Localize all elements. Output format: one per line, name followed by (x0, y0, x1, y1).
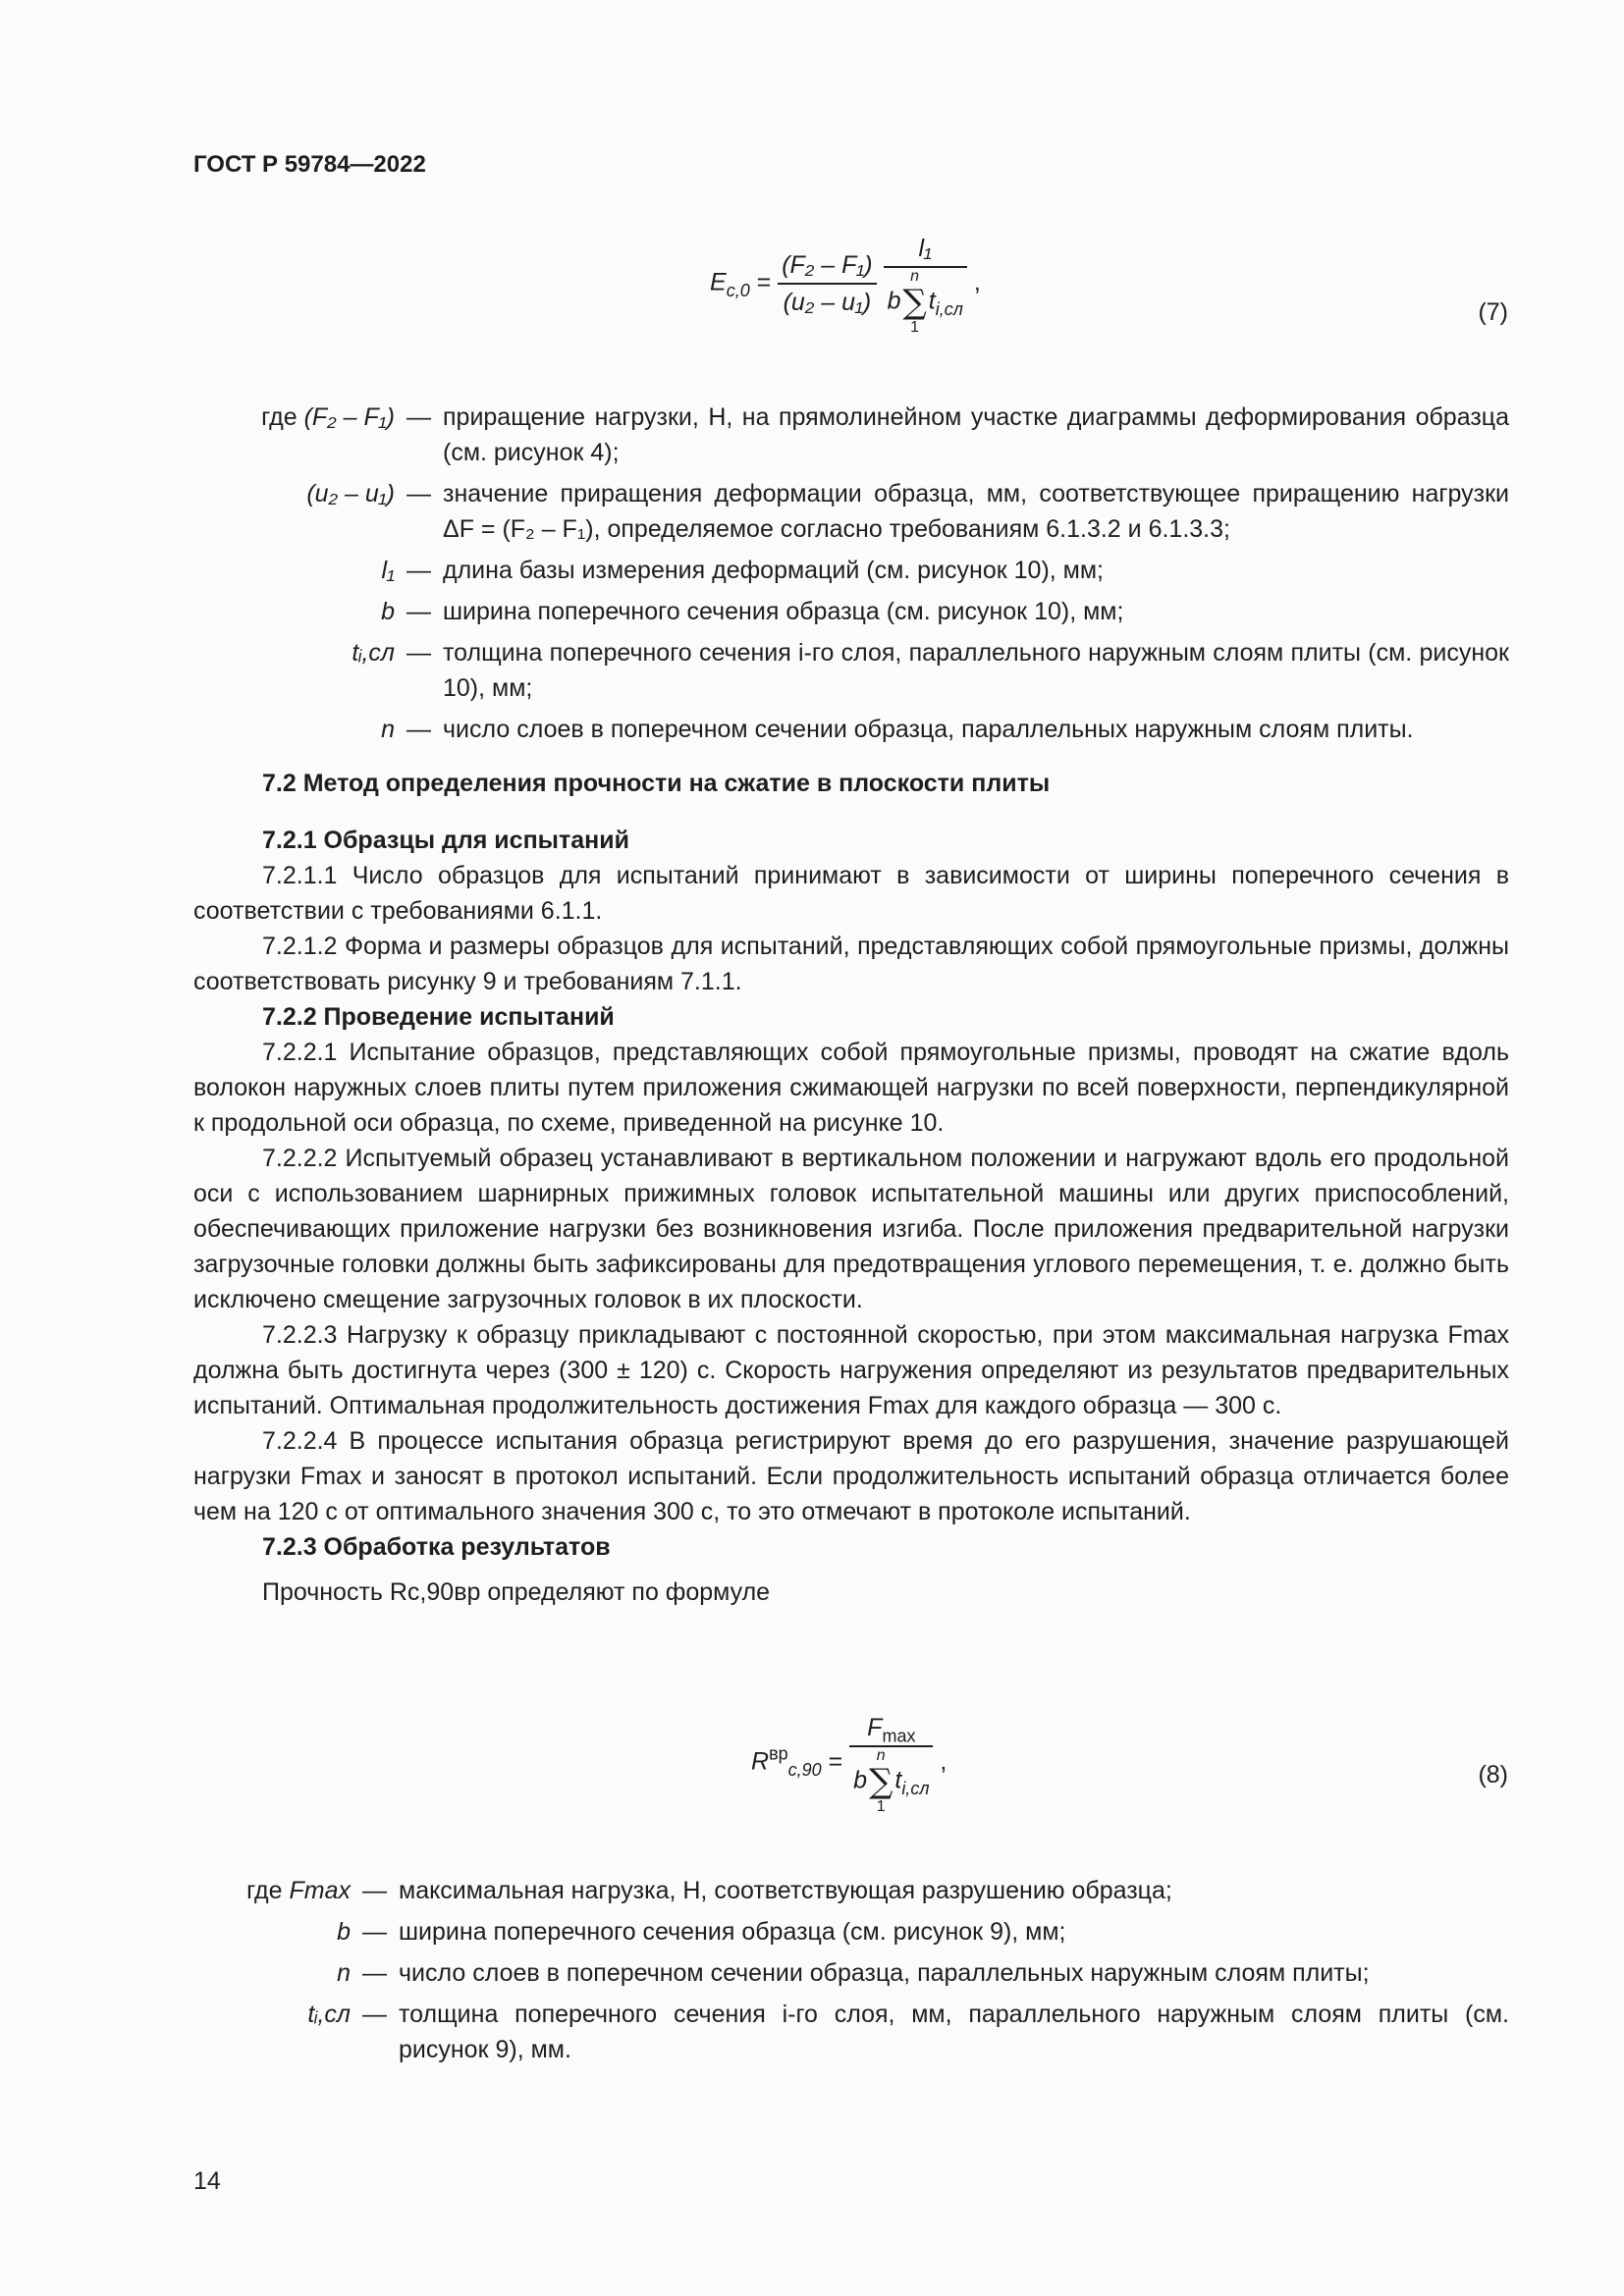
equation-number-7: (7) (1478, 298, 1508, 326)
definition-item: tᵢ,сл — толщина поперечного сечения i-го слоя, мм, параллельного наружным слоям плиты (см. рисунок 9), мм. (193, 1997, 1509, 2067)
strength-intro: Прочность Rc,90вр определяют по формуле (262, 1578, 771, 1606)
definition-item: где (F₂ – F₁) — приращение нагрузки, Н, на прямолинейном участке диаграммы деформирования образца (см. рисунок 4); (193, 400, 1509, 470)
paragraph-7-2-2-1: 7.2.2.1 Испытание образцов, представляющих собой прямоугольные призмы, проводят на сжатие вдоль волокон наружных слоев плиты путем приложения сжимающей нагрузки по всей поверхности, перпендикулярной к продольной оси образца, по схеме, приведенной на рисунке 10. (193, 1039, 1509, 1137)
formula-7-den-1: (u₂ – u₁) (778, 283, 876, 320)
definition-text: максимальная нагрузка, Н, соответствующая разрушению образца; (399, 1877, 1172, 1904)
definition-item: (u₂ – u₁) — значение приращения деформации образца, мм, соответствующее приращению нагрузки ΔF = (F₂ – F₁), определяемое согласно требованиям 6.1.3.2 и 6.1.3.3; (193, 476, 1509, 547)
definitions-list-1 (193, 400, 1509, 753)
equation-number-8: (8) (1478, 1761, 1508, 1789)
formula-7-lhs-sub: c,0 (726, 280, 750, 300)
formula-7-num-1: (F₂ – F₁) (782, 251, 873, 279)
document-header: ГОСТ Р 59784—2022 (193, 151, 426, 178)
formula-8: $R^{вр}_{c,90}$ = $F_{max}$ b n ∑ 1 $t_{i,сл}$ , (751, 1710, 947, 1816)
definition-text: ширина поперечного сечения образца (см. рисунок 9), мм; (399, 1918, 1066, 1946)
definition-symbol: (u₂ – u₁) (306, 480, 395, 507)
formula-7-den-b: b (887, 287, 901, 315)
paragraph-7-2-2-2: 7.2.2.2 Испытуемый образец устанавливают в вертикальном положении и нагружают вдоль его продольной оси с использованием шарнирных прижимных головок испытательной машины или других приспособлений, обеспечивающих приложение нагрузки без возникновения изгиба. После приложения предварительной нагрузки загрузочные головки должны быть зафиксированы для предотвращения углового перемещения, т. е. должно быть исключено смещение загрузочных головок в их плоскости. (193, 1145, 1509, 1313)
definition-symbol: b (337, 1918, 351, 1946)
definition-text: толщина поперечного сечения i-го слоя, мм, параллельного наружным слоям плиты (см. рисунок 9), мм. (399, 2001, 1509, 2063)
formula-8-lhs: R (751, 1747, 770, 1776)
paragraph-7-2-1-1: 7.2.1.1 Число образцов для испытаний принимают в зависимости от ширины поперечного сечения в соответствии с требованиями 6.1.1. (193, 862, 1509, 925)
sum-symbol: n ∑ 1 (902, 268, 927, 336)
definitions-list-2 (193, 1873, 1509, 2073)
page-number: 14 (193, 2167, 221, 2195)
sum-symbol: n ∑ 1 (869, 1747, 893, 1815)
definition-item: где Fmax — максимальная нагрузка, Н, соответствующая разрушению образца; (193, 1873, 1509, 1908)
definition-symbol: b (381, 598, 395, 625)
definition-item: n — число слоев в поперечном сечении образца, параллельных наружным слоям плиты; (193, 1955, 1509, 1991)
definition-symbol: n (337, 1959, 351, 1987)
formula-7: $E_{c,0}$ = $\frac{\text{(F₂ – F₁)}}{\text{(u₂ – u₁)}}$ l₁ b n ∑ 1 $t_{i,сл}$ , (710, 231, 981, 337)
definition-item: b — ширина поперечного сечения образца (см. рисунок 10), мм; (193, 594, 1509, 629)
section-heading-7-2-2: 7.2.2 Проведение испытаний (262, 1003, 615, 1031)
definition-item: n — число слоев в поперечном сечении образца, параллельных наружным слоям плиты. (193, 712, 1509, 747)
definition-item: tᵢ,сл — толщина поперечного сечения i-го слоя, параллельного наружным слоям плиты (см. рисунок 10), мм; (193, 635, 1509, 706)
definition-symbol: l₁ (381, 557, 395, 584)
formula-8-fraction: $F_{max}$ b n ∑ 1 $t_{i,сл}$ (849, 1710, 933, 1816)
definition-symbol: tᵢ,сл (352, 639, 395, 667)
definition-item: b — ширина поперечного сечения образца (см. рисунок 9), мм; (193, 1914, 1509, 1949)
definition-text: ширина поперечного сечения образца (см. рисунок 10), мм; (443, 598, 1124, 625)
definition-text: приращение нагрузки, Н, на прямолинейном участке диаграммы деформирования образца (см. рисунок 4); (443, 403, 1509, 466)
formula-7-fraction-1 (778, 247, 876, 320)
definition-text: длина базы измерения деформаций (см. рисунок 10), мм; (443, 557, 1104, 584)
definition-text: число слоев в поперечном сечении образца, параллельных наружным слоям плиты; (399, 1959, 1370, 1987)
formula-7-fraction-2: l₁ b n ∑ 1 $t_{i,сл}$ (884, 231, 967, 337)
formula-7-lhs: E (710, 268, 727, 296)
definition-symbol: (F₂ – F₁) (303, 403, 395, 431)
section-heading-7-2: 7.2 Метод определения прочности на сжатие в плоскости плиты (262, 770, 1051, 797)
definition-symbol: tᵢ,сл (307, 2001, 351, 2028)
section-heading-7-2-3: 7.2.3 Обработка результатов (262, 1533, 611, 1561)
definition-symbol: n (381, 716, 395, 743)
definition-symbol: Fmax (289, 1877, 351, 1904)
definition-item: l₁ — длина базы измерения деформаций (см. рисунок 10), мм; (193, 553, 1509, 588)
formula-7-num-2: l₁ (918, 235, 932, 262)
section-heading-7-2-1: 7.2.1 Образцы для испытаний (262, 827, 629, 854)
definition-text: толщина поперечного сечения i-го слоя, параллельного наружным слоям плиты (см. рисунок 10), мм; (443, 639, 1509, 702)
definition-text: число слоев в поперечном сечении образца, параллельных наружным слоям плиты. (443, 716, 1414, 743)
paragraph-7-2-1-2: 7.2.1.2 Форма и размеры образцов для испытаний, представляющих собой прямоугольные призмы, должны соответствовать рисунку 9 и требованиям 7.1.1. (193, 933, 1509, 995)
paragraph-7-2-2-4: 7.2.2.4 В процессе испытания образца регистрируют время до его разрушения, значение разрушающей нагрузки Fmax и заносят в протокол испытаний. Если продолжительность испытаний образца отличается более чем на 120 с от оптимального значения 300 с, то это отмечают в протоколе испытаний. (193, 1427, 1509, 1525)
section-7-2-body (193, 766, 1509, 1610)
formula-7-den-t: t (928, 287, 936, 315)
paragraph-7-2-2-3: 7.2.2.3 Нагрузку к образцу прикладывают с постоянной скоростью, при этом максимальная нагрузка Fmax должна быть достигнута через (300 ± 120) с. Скорость нагружения определяют из результатов предварительных испытаний. Оптимальная продолжительность достижения Fmax для каждого образца — 300 с. (193, 1321, 1509, 1419)
definition-text: значение приращения деформации образца, мм, соответствующее приращению нагрузки ΔF = (F₂ – F₁), определяемое согласно требованиям 6.1.3.2 и 6.1.3.3; (443, 480, 1509, 543)
